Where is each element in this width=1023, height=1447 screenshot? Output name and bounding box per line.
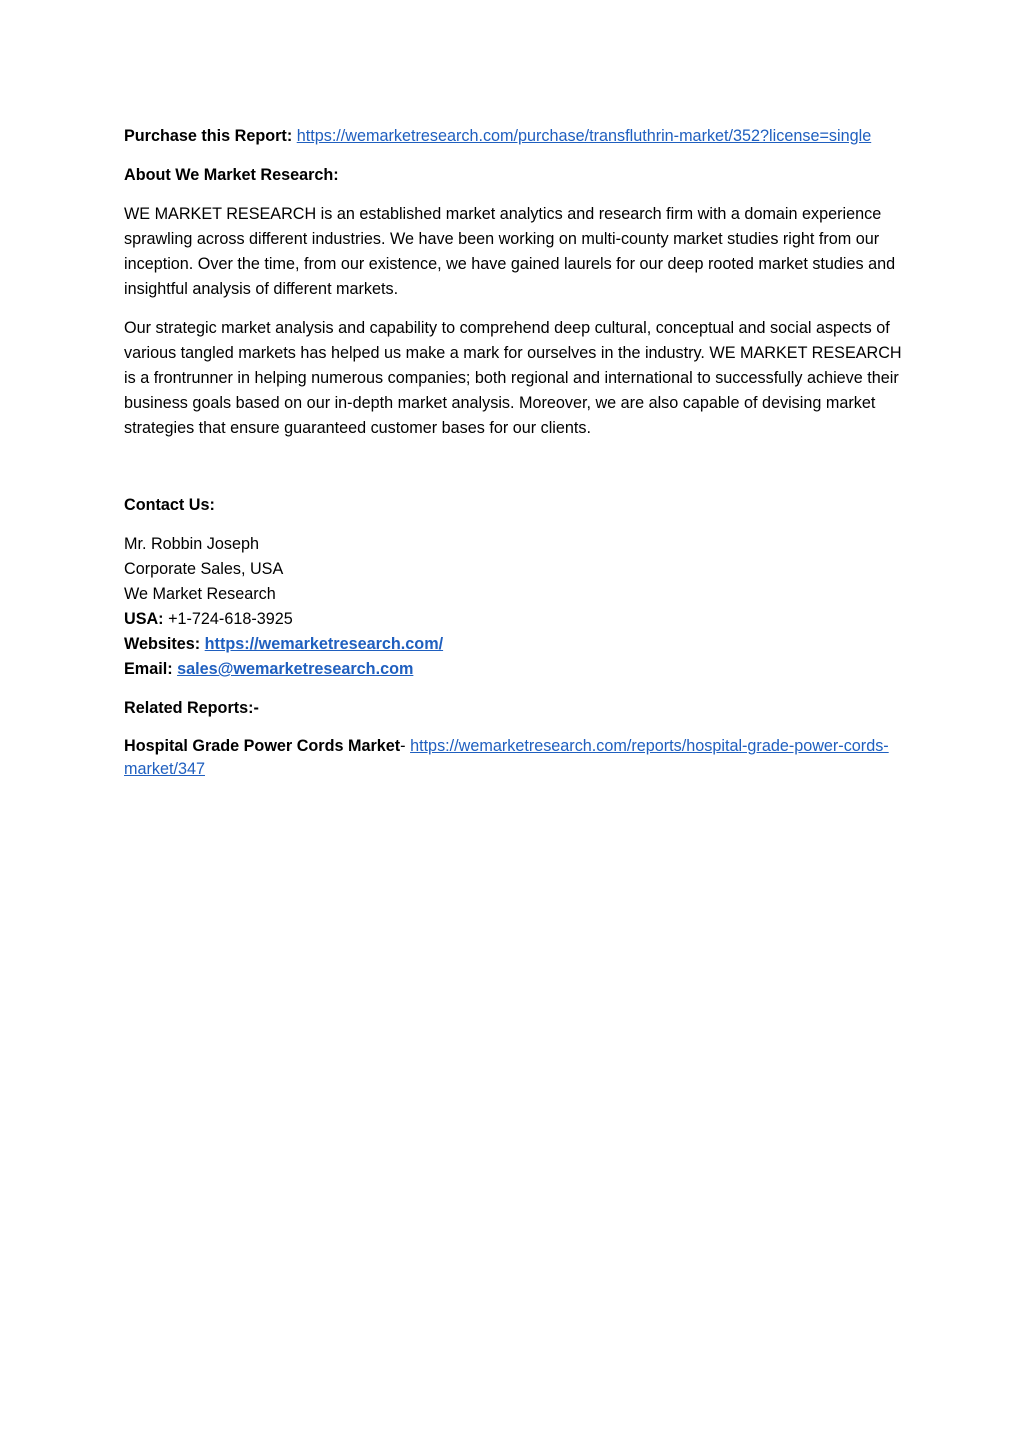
purchase-label: Purchase this Report: [124,127,293,145]
contact-name: Mr. Robbin Joseph [124,535,259,553]
purchase-line [124,124,904,149]
contact-website-line [124,632,904,657]
related-separator: - [400,737,411,755]
email-label: Email: [124,660,173,678]
contact-details [124,532,904,682]
contact-email-line [124,657,904,682]
contact-heading: Contact Us: [124,496,215,514]
contact-phone-line [124,607,904,632]
website-link[interactable]: https://wemarketresearch.com/ [204,635,444,653]
phone-label: USA: [124,610,164,628]
phone-number: +1-724-618-3925 [163,610,293,628]
related-report-link[interactable]: https://wemarketresearch.com/reports/hospital-grade-power-cords-market/347 [124,737,889,778]
purchase-link[interactable]: https://wemarketresearch.com/purchase/transfluthrin-market/352?license=single [296,127,872,145]
contact-company: We Market Research [124,585,276,603]
related-report-line [124,735,904,781]
contact-role: Corporate Sales, USA [124,560,284,578]
about-paragraph-1: WE MARKET RESEARCH is an established market analytics and research firm with a domain experience sprawling across different industries. We have been working on multi-county market studies right from our inception. Over the time, from our existence, we have gained laurels for our deep rooted market studies and insightful analysis of different markets. [124,205,896,298]
about-paragraph-2: Our strategic market analysis and capability to comprehend deep cultural, conceptual and social aspects of various tangled markets has helped us make a mark for ourselves in the industry. WE MARKET RESEARCH is a frontrunner in helping numerous companies; both regional and international to successfully achieve their business goals based on our in-depth market analysis. Moreover, we are also capable of devising market strategies that ensure guaranteed customer bases for our clients. [124,319,902,437]
related-report-title: Hospital Grade Power Cords Market [124,737,401,755]
about-heading: About We Market Research: [124,166,339,184]
spacer [124,455,904,493]
email-link[interactable]: sales@wemarketresearch.com [177,660,414,678]
related-heading: Related Reports:- [124,699,259,717]
document-page [124,124,904,795]
website-label: Websites: [124,635,201,653]
